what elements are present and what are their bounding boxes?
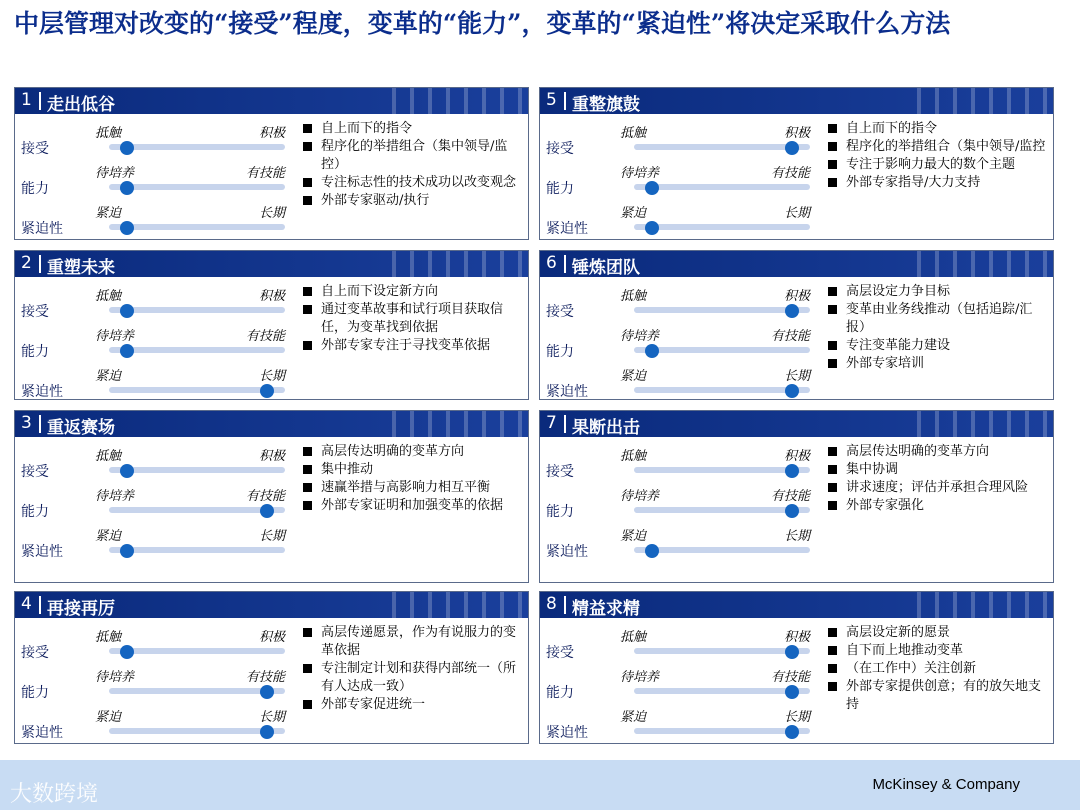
- panel-header: [15, 88, 528, 114]
- scale-label: 接受: [21, 141, 49, 157]
- panel-title: 重整旗鼓: [572, 95, 640, 114]
- scale-label: 能力: [21, 344, 49, 360]
- header-separator: [564, 415, 566, 433]
- bullet-item: 集中协调: [826, 461, 1051, 479]
- bullet-item: 外部专家证明和加强变革的依据: [301, 497, 526, 515]
- scale-row: [15, 162, 305, 202]
- scale-left-label: 待培养: [620, 670, 660, 685]
- company-name: McKinsey & Company: [872, 776, 1020, 793]
- scale-row: [15, 202, 305, 242]
- scale-track: [634, 144, 810, 150]
- scale-row: [540, 285, 830, 325]
- header-separator: [564, 596, 566, 614]
- scale-label: 接受: [21, 464, 49, 480]
- scale-row: [15, 122, 305, 162]
- scale-row: [15, 445, 305, 485]
- scale-row: [15, 706, 305, 746]
- scale-right-label: 积极: [258, 449, 285, 464]
- scale-row: [15, 485, 305, 525]
- scale-knob: [120, 304, 134, 318]
- scale-track: [109, 547, 285, 553]
- panel-title: 锤炼团队: [572, 258, 640, 277]
- panel-title: 走出低谷: [47, 95, 115, 114]
- bullet-item: 程序化的举措组合（集中领导/监控）: [301, 138, 526, 174]
- scale-right-label: 有技能: [245, 670, 285, 685]
- scale-knob: [120, 645, 134, 659]
- scale-knob: [120, 344, 134, 358]
- scale-right-label: 积极: [783, 630, 810, 645]
- scale-right-label: 有技能: [770, 329, 810, 344]
- scale-right-label: 有技能: [770, 489, 810, 504]
- scale-track: [109, 307, 285, 313]
- scale-left-label: 抵触: [95, 449, 122, 464]
- scale-label: 能力: [21, 685, 49, 701]
- scale-track: [634, 728, 810, 734]
- scale-left-label: 待培养: [620, 166, 660, 181]
- panel-number: 4: [21, 594, 32, 614]
- header-stripes: [903, 251, 1053, 277]
- scale-track: [634, 688, 810, 694]
- bullet-list: [301, 624, 526, 714]
- scale-track: [634, 648, 810, 654]
- scale-left-label: 待培养: [95, 329, 135, 344]
- scale-left-label: 紧迫: [620, 710, 647, 725]
- header-stripes: [903, 88, 1053, 114]
- bullet-item: 外部专家培训: [826, 355, 1051, 373]
- scale-row: [540, 325, 830, 365]
- bullet-item: 高层传达明确的变革方向: [826, 443, 1051, 461]
- header-separator: [39, 596, 41, 614]
- scale-right-label: 积极: [783, 289, 810, 304]
- panel-header: [540, 251, 1053, 277]
- panel-header: [15, 411, 528, 437]
- panel-header: [540, 411, 1053, 437]
- bullet-item: 变革由业务线推动（包括追踪/汇报）: [826, 301, 1051, 337]
- bullet-item: 程序化的举措组合（集中领导/监控: [826, 138, 1051, 156]
- bullet-item: 自上而下的指令: [301, 120, 526, 138]
- bullet-list: [826, 443, 1051, 515]
- bullet-list: [826, 283, 1051, 373]
- scale-label: 接受: [546, 304, 574, 320]
- panel-title: 重返赛场: [47, 418, 115, 437]
- panel-6: [539, 250, 1054, 400]
- scale-left-label: 抵触: [620, 630, 647, 645]
- bullet-item: 外部专家专注于寻找变革依据: [301, 337, 526, 355]
- scale-right-label: 积极: [258, 289, 285, 304]
- panel-number: 6: [546, 253, 557, 273]
- panel-header: [15, 592, 528, 618]
- scale-row: [15, 365, 305, 405]
- scale-knob: [645, 181, 659, 195]
- scale-row: [540, 485, 830, 525]
- bullet-item: 高层设定新的愿景: [826, 624, 1051, 642]
- scale-track: [109, 507, 285, 513]
- panel-number: 1: [21, 90, 32, 110]
- scale-knob: [785, 504, 799, 518]
- bullet-item: 自上而下的指令: [826, 120, 1051, 138]
- bullet-item: 外部专家驱动/执行: [301, 192, 526, 210]
- scale-row: [15, 525, 305, 565]
- scale-knob: [120, 181, 134, 195]
- scale-left-label: 待培养: [620, 329, 660, 344]
- scale-left-label: 紧迫: [95, 529, 122, 544]
- scale-left-label: 待培养: [620, 489, 660, 504]
- scale-right-label: 长期: [783, 710, 810, 725]
- scale-right-label: 有技能: [245, 489, 285, 504]
- scale-label: 紧迫性: [21, 384, 63, 400]
- scale-track: [634, 547, 810, 553]
- bullet-list: [301, 283, 526, 355]
- scale-left-label: 待培养: [95, 166, 135, 181]
- scale-right-label: 积极: [258, 630, 285, 645]
- scale-row: [15, 325, 305, 365]
- panel-1: [14, 87, 529, 240]
- scale-knob: [260, 725, 274, 739]
- header-separator: [564, 255, 566, 273]
- scale-knob: [785, 304, 799, 318]
- scale-track: [634, 387, 810, 393]
- scale-track: [109, 728, 285, 734]
- bullet-list: [826, 120, 1051, 192]
- scale-track: [634, 467, 810, 473]
- bullet-item: 专注变革能力建设: [826, 337, 1051, 355]
- scale-left-label: 待培养: [95, 489, 135, 504]
- scale-right-label: 长期: [258, 710, 285, 725]
- scale-track: [109, 387, 285, 393]
- scale-row: [540, 445, 830, 485]
- panel-8: [539, 591, 1054, 744]
- scale-label: 能力: [21, 181, 49, 197]
- bullet-item: 专注标志性的技术成功以改变观念: [301, 174, 526, 192]
- scale-label: 紧迫性: [546, 384, 588, 400]
- panel-5: [539, 87, 1054, 240]
- footer: [0, 760, 1080, 810]
- scale-knob: [645, 344, 659, 358]
- scale-label: 紧迫性: [21, 725, 63, 741]
- bullet-item: 高层设定力争目标: [826, 283, 1051, 301]
- scale-left-label: 紧迫: [95, 369, 122, 384]
- panel-number: 2: [21, 253, 32, 273]
- header-stripes: [378, 251, 528, 277]
- scale-track: [634, 347, 810, 353]
- scale-row: [15, 666, 305, 706]
- bullet-item: 自上而下设定新方向: [301, 283, 526, 301]
- bullet-item: 通过变革故事和试行项目获取信任，为变革找到依据: [301, 301, 526, 337]
- page-title: 中层管理对改变的“接受”程度，变革的“能力”，变革的“紧迫性”将决定采取什么方法: [14, 9, 951, 38]
- scale-left-label: 抵触: [95, 630, 122, 645]
- scale-left-label: 抵触: [620, 449, 647, 464]
- panel-3: [14, 410, 529, 583]
- bullet-item: 专注于影响力最大的数个主题: [826, 156, 1051, 174]
- scale-label: 紧迫性: [21, 544, 63, 560]
- scale-knob: [260, 504, 274, 518]
- watermark: 大数跨境: [10, 782, 99, 807]
- scale-knob: [785, 464, 799, 478]
- scale-label: 紧迫性: [546, 221, 588, 237]
- scale-knob: [785, 725, 799, 739]
- panel-header: [15, 251, 528, 277]
- scale-row: [540, 626, 830, 666]
- scale-label: 紧迫性: [21, 221, 63, 237]
- header-separator: [39, 255, 41, 273]
- scale-knob: [120, 544, 134, 558]
- bullet-item: （在工作中）关注创新: [826, 660, 1051, 678]
- bullet-item: 高层传递愿景，作为有说服力的变革依据: [301, 624, 526, 660]
- bullet-item: 自下而上地推动变革: [826, 642, 1051, 660]
- scale-right-label: 长期: [258, 529, 285, 544]
- scale-left-label: 紧迫: [620, 529, 647, 544]
- scale-left-label: 待培养: [95, 670, 135, 685]
- scale-label: 接受: [546, 464, 574, 480]
- scale-left-label: 紧迫: [95, 206, 122, 221]
- scale-right-label: 长期: [783, 529, 810, 544]
- scale-label: 接受: [21, 645, 49, 661]
- scale-left-label: 紧迫: [95, 710, 122, 725]
- scale-right-label: 长期: [258, 369, 285, 384]
- bullet-item: 速赢举措与高影响力相互平衡: [301, 479, 526, 497]
- scale-left-label: 紧迫: [620, 369, 647, 384]
- bullet-list: [301, 120, 526, 210]
- scale-left-label: 抵触: [620, 126, 647, 141]
- panel-title: 果断出击: [572, 418, 640, 437]
- bullet-item: 外部专家提供创意；有的放矢地支持: [826, 678, 1051, 714]
- scale-knob: [785, 141, 799, 155]
- scale-right-label: 积极: [783, 449, 810, 464]
- bullet-item: 外部专家指导/大力支持: [826, 174, 1051, 192]
- scale-knob: [260, 685, 274, 699]
- scale-row: [540, 365, 830, 405]
- panel-header: [540, 88, 1053, 114]
- scale-right-label: 长期: [783, 369, 810, 384]
- panel-2: [14, 250, 529, 400]
- scale-track: [109, 224, 285, 230]
- bullet-item: 外部专家强化: [826, 497, 1051, 515]
- header-separator: [564, 92, 566, 110]
- scale-track: [634, 224, 810, 230]
- scale-knob: [785, 685, 799, 699]
- header-stripes: [903, 411, 1053, 437]
- panel-header: [540, 592, 1053, 618]
- scale-knob: [645, 221, 659, 235]
- bullet-item: 外部专家促进统一: [301, 696, 526, 714]
- scale-right-label: 有技能: [770, 166, 810, 181]
- scale-track: [634, 184, 810, 190]
- scale-track: [109, 467, 285, 473]
- scale-row: [540, 706, 830, 746]
- scale-right-label: 有技能: [770, 670, 810, 685]
- scale-right-label: 长期: [258, 206, 285, 221]
- scale-row: [540, 666, 830, 706]
- scale-left-label: 抵触: [95, 126, 122, 141]
- scale-track: [109, 688, 285, 694]
- scale-label: 紧迫性: [546, 725, 588, 741]
- scale-knob: [120, 141, 134, 155]
- scale-right-label: 积极: [258, 126, 285, 141]
- scale-row: [540, 162, 830, 202]
- bullet-list: [826, 624, 1051, 714]
- scale-label: 能力: [21, 504, 49, 520]
- scale-label: 能力: [546, 504, 574, 520]
- scale-track: [109, 648, 285, 654]
- panel-title: 精益求精: [572, 599, 640, 618]
- panel-number: 5: [546, 90, 557, 110]
- scale-track: [634, 307, 810, 313]
- panel-title: 重塑未来: [47, 258, 115, 277]
- scale-row: [15, 626, 305, 666]
- bullet-item: 专注制定计划和获得内部统一（所有人达成一致）: [301, 660, 526, 696]
- scale-label: 能力: [546, 344, 574, 360]
- panel-4: [14, 591, 529, 744]
- scale-label: 能力: [546, 181, 574, 197]
- scale-knob: [785, 645, 799, 659]
- panel-7: [539, 410, 1054, 583]
- scale-knob: [260, 384, 274, 398]
- scale-left-label: 抵触: [95, 289, 122, 304]
- scale-row: [540, 202, 830, 242]
- bullet-item: 集中推动: [301, 461, 526, 479]
- scale-right-label: 积极: [783, 126, 810, 141]
- header-separator: [39, 415, 41, 433]
- scale-track: [634, 507, 810, 513]
- scale-knob: [120, 464, 134, 478]
- bullet-item: 高层传达明确的变革方向: [301, 443, 526, 461]
- header-stripes: [378, 411, 528, 437]
- scale-knob: [645, 544, 659, 558]
- scale-row: [540, 525, 830, 565]
- header-stripes: [378, 592, 528, 618]
- scale-row: [540, 122, 830, 162]
- scale-row: [15, 285, 305, 325]
- scale-label: 接受: [546, 645, 574, 661]
- panel-number: 7: [546, 413, 557, 433]
- header-separator: [39, 92, 41, 110]
- bullet-item: 讲求速度；评估并承担合理风险: [826, 479, 1051, 497]
- panel-number: 8: [546, 594, 557, 614]
- scale-right-label: 有技能: [245, 166, 285, 181]
- panel-title: 再接再厉: [47, 599, 115, 618]
- scale-track: [109, 184, 285, 190]
- scale-knob: [785, 384, 799, 398]
- scale-left-label: 紧迫: [620, 206, 647, 221]
- scale-track: [109, 144, 285, 150]
- scale-label: 接受: [546, 141, 574, 157]
- scale-knob: [120, 221, 134, 235]
- scale-right-label: 长期: [783, 206, 810, 221]
- scale-label: 接受: [21, 304, 49, 320]
- header-stripes: [903, 592, 1053, 618]
- scale-label: 能力: [546, 685, 574, 701]
- bullet-list: [301, 443, 526, 515]
- header-stripes: [378, 88, 528, 114]
- scale-left-label: 抵触: [620, 289, 647, 304]
- scale-right-label: 有技能: [245, 329, 285, 344]
- scale-label: 紧迫性: [546, 544, 588, 560]
- panel-number: 3: [21, 413, 32, 433]
- scale-track: [109, 347, 285, 353]
